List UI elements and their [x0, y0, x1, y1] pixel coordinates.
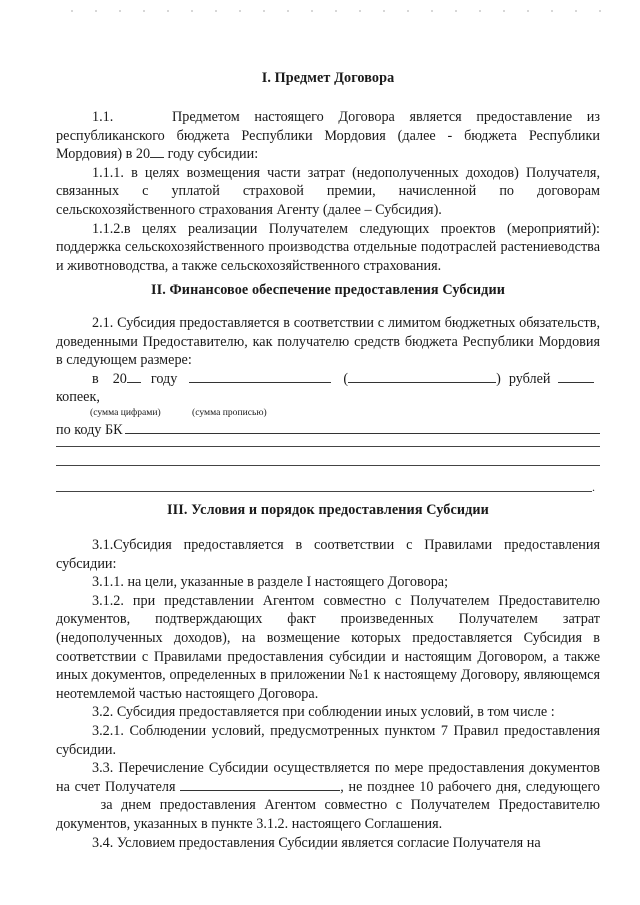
sum-words-caption: (сумма прописью)	[192, 406, 267, 418]
clause-1-1-2: 1.1.2.в целях реализации Получателем следующих проектов (мероприятий): поддержка сельскохозяйственного производства отдельные подотраслей растениеводства и животноводства, а также сельскохозяйственного страхования.	[56, 220, 600, 274]
clause-3-1-1: 3.1.1. на цели, указанные в разделе I настоящего Договора;	[92, 574, 449, 591]
amount-row: в 20 году ( ) рублей	[56, 370, 600, 389]
clause-3-4: 3.4. Условием предоставления Субсидии является согласие Получателя на	[92, 834, 541, 851]
year-blank-2	[127, 370, 141, 383]
sum-digits-blank	[189, 370, 331, 383]
clause-3-3: 3.3. Перечисление Субсидии осуществляется по мере предоставления документов на счет Получателя , не позднее 10 рабочего дня, следующего за днем предоставления Агентом совместно с Получателем Предоставителю документов, указанных в пункте 3.1.2. настоящего Соглашения.	[56, 760, 601, 832]
kopeek-label: копеек,	[56, 389, 100, 406]
scan-artifact-dots	[60, 8, 620, 14]
kopeck-blank	[558, 370, 594, 383]
account-blank	[180, 778, 340, 791]
sum-words-blank	[348, 370, 496, 383]
clause-2-1: 2.1. Субсидия предоставляется в соответствии с лимитом бюджетных обязательств, доведенными Предоставителю, как получателю средств бюджета Республики Мордовия в следующем размере:	[56, 315, 600, 369]
bk-code-line-4	[56, 491, 592, 492]
clause-1-1-1: 1.1.1. в целях возмещения части затрат (недополученных доходов) Получателя, связанных с уплатой страховой премии, начисленной по договорам сельскохозяйственного страхования Агенту (далее – Субсидия).	[56, 164, 600, 218]
section-2-heading: II. Финансовое обеспечение предоставления Субсидии	[150, 282, 506, 298]
clause-3-1: 3.1.Субсидия предоставляется в соответствии с Правилами предоставления субсидии:	[56, 537, 600, 572]
clause-1-1: 1.1. Предметом настоящего Договора является предоставление из республиканского бюджета Республики Мордовия (далее - бюджета Республики Мордовия) в 20 году субсидии:	[56, 109, 600, 163]
bk-code-blank	[125, 421, 600, 434]
section-3-heading: III. Условия и порядок предоставления Субсидии	[167, 502, 489, 518]
year-blank	[150, 145, 164, 158]
sum-digits-caption: (сумма цифрами)	[90, 406, 161, 418]
clause-3-2: 3.2. Субсидия предоставляется при соблюдении иных условий, в том числе :	[92, 704, 555, 721]
clause-3-2-1: 3.2.1. Соблюдении условий, предусмотренных пунктом 7 Правил предоставления субсидии.	[56, 722, 600, 758]
clause-3-1-2: 3.1.2. при представлении Агентом совместно с Получателем Предоставителю документов, подтверждающих факт произведенных Получателем затрат (недополученных доходов), на возмещение которых предоставляется Субсидия в соответствии с Правилами предоставления субсидии и настоящим Договором, а также иных документов, определенных в приложении №1 к настоящему Договору, являющемся неотемлемой частью настоящего Договора.	[56, 592, 600, 702]
bk-code-row: по коду БК	[56, 421, 600, 440]
section-1-heading: I. Предмет Договора	[261, 70, 395, 86]
